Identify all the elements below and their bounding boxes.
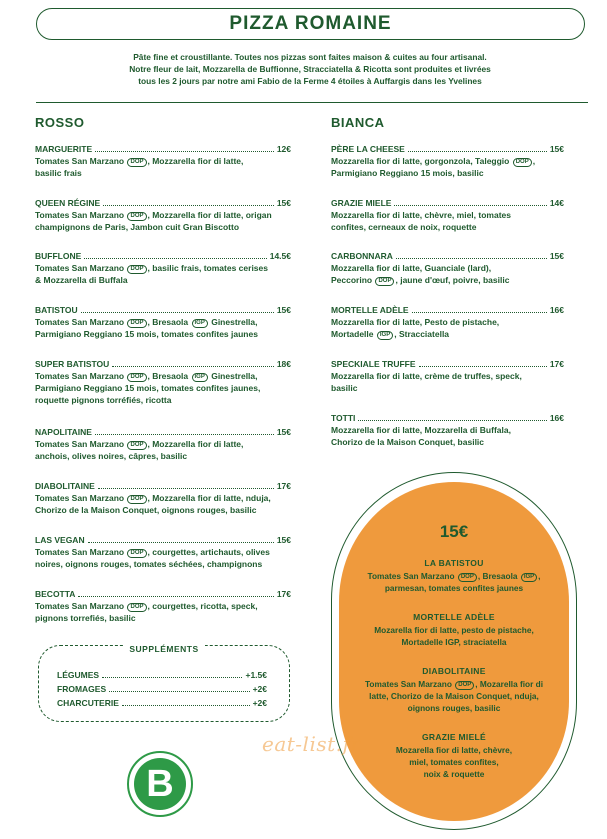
menu-item-description: Tomates San Marzano DOP , Mozzarella fior di latte, [35,439,244,449]
menu-item-price: 15€ [276,198,291,208]
divider [36,102,588,103]
menu-item-price: 16€ [549,413,564,423]
menu-item [35,534,291,570]
label-badge: DOP [127,373,146,382]
menu-item-description: confites, cerneaux de noix, roquette [331,222,477,232]
menu-item-price: 15€ [276,427,291,437]
intro-line: Pâte fine et croustillante. Toutes nos pizzas sont faites maison & cuites au four artisanal. [133,52,487,62]
dot-leader [81,312,274,313]
dot-leader [358,420,546,421]
brand-logo [127,751,193,817]
rosso-heading: ROSSO [35,115,85,130]
intro-text [60,51,560,87]
menu-item [35,480,291,516]
label-badge: DOP [455,681,474,690]
menu-item-name: LAS VEGAN [35,535,85,545]
menu-item-header [35,250,291,262]
menu-item [35,426,291,462]
combo-item-description: noix & roquette [423,769,485,779]
menu-item [35,197,291,233]
supplement-label: LÉGUMES [57,670,100,680]
combo-item-description: Mortadelle IGP, straciatella [401,637,507,647]
menu-item-description: Peccorino DOP , jaune d'œuf, poivre, basilic [331,275,510,285]
dot-leader [95,434,274,435]
menu-item-price: 17€ [276,481,291,491]
combo-item [345,557,563,594]
supplement-price: +1.5€ [245,670,267,680]
menu-item-description: Tomates San Marzano DOP , Mozzarella fior di latte, [35,156,244,166]
label-badge: DOP [375,277,394,286]
combo-item-description: Mozarella fior di latte, pesto de pistache, [374,625,534,635]
menu-item-name: SPECKIALE TRUFFE [331,359,416,369]
label-badge: IGP [192,373,208,382]
menu-item-header [331,358,564,370]
menu-item-description: Parmigiano Reggiano 15 mois, basilic [331,168,484,178]
label-badge: DOP [127,441,146,450]
menu-item-header [331,304,564,316]
menu-item-header [35,480,291,492]
dot-leader [84,258,266,259]
combo-item-description: parmesan, tomates confites jaunes [384,583,524,593]
menu-item-description: noires, oignons rouges, tomates séchées, champignons [35,559,263,569]
menu-item-description: basilic frais [35,168,82,178]
menu-item-description: Chorizo de la Maison Conquet, oignons rouges, basilic [35,505,257,515]
menu-item-description: Tomates San Marzano DOP , courgettes, ricotta, speck, [35,601,258,611]
menu-item-description: pignons torrefiés, basilic [35,613,136,623]
menu-item-price: 15€ [549,251,564,261]
menu-item-description: roquette pignons torréfiés, ricotta [35,395,172,405]
supplements-title: SUPPLÉMENTS [123,644,204,654]
menu-item-header [35,426,291,438]
menu-item [35,304,291,340]
menu-item-description: Chorizo de la Maison Conquet, basilic [331,437,485,447]
menu-item-header [35,143,291,155]
menu-item-price: 16€ [549,305,564,315]
supplement-row [57,684,267,694]
label-badge: DOP [127,212,146,221]
menu-item-name: MORTELLE ADÈLE [331,305,409,315]
menu-item-name: CARBONNARA [331,251,393,261]
menu-item-description: Tomates San Marzano DOP , Mozzarella fior di latte, origan [35,210,272,220]
combo-item [345,731,563,780]
menu-item-description: basilic [331,383,358,393]
menu-item [331,358,564,394]
menu-item [331,412,564,448]
menu-item-name: NAPOLITAINE [35,427,92,437]
combo-item-description: miel, tomates confites, [409,757,499,767]
combo-item-name: GRAZIE MIELÉ [421,732,487,742]
menu-item-name: QUEEN RÉGINE [35,198,101,208]
menu-item [35,143,291,179]
dot-leader [78,596,273,597]
combo-item-name: LA BATISTOU [424,558,484,568]
menu-item-description: Tomates San Marzano DOP , Bresaola IGP Ginestrella, [35,317,258,327]
combo-item-description: oignons rouges, basilic [407,703,501,713]
combo-item-name: DIABOLITAINE [422,666,486,676]
label-badge: IGP [377,331,393,340]
menu-item-name: DIABOLITAINE [35,481,95,491]
page-title: PIZZA ROMAINE [229,13,392,34]
menu-item-header [35,534,291,546]
menu-item-name: PÈRE LA CHEESE [331,144,405,154]
menu-item-description: Parmigiano Reggiano 15 mois, tomates confites jaunes, [35,383,261,393]
menu-item [331,197,564,233]
label-badge: DOP [458,573,477,582]
combo-price: 15€ [439,522,469,541]
menu-item-header [331,197,564,209]
label-badge: DOP [127,158,146,167]
label-badge: DOP [127,549,146,558]
menu-item-name: SUPER BATISTOU [35,359,110,369]
menu-item-description: Mozzarella fior di latte, Pesto de pistache, [331,317,500,327]
menu-item-price: 17€ [276,589,291,599]
menu-item-description: anchois, olives noires, câpres, basilic [35,451,188,461]
menu-item-description: Tomates San Marzano DOP , Bresaola IGP Ginestrella, [35,371,258,381]
menu-item [35,588,291,624]
dot-leader [88,542,274,543]
logo-letter: B [134,758,186,810]
label-badge: DOP [513,158,532,167]
menu-item-description: Mozzarella fior di latte, crème de truffes, speck, [331,371,522,381]
menu-item [331,143,564,179]
label-badge: DOP [127,495,146,504]
combo-item-name: MORTELLE ADÈLE [413,612,495,622]
dot-leader [408,151,547,152]
menu-item-price: 18€ [276,359,291,369]
label-badge: DOP [127,265,146,274]
menu-item-name: TOTTI [331,413,356,423]
watermark: eat-list.fr [262,732,361,756]
dot-leader [109,691,249,692]
dot-leader [102,677,242,678]
label-badge: DOP [127,603,146,612]
menu-item-description: Tomates San Marzano DOP , courgettes, artichauts, olives [35,547,270,557]
menu-item-price: 15€ [276,305,291,315]
menu-item-name: BATISTOU [35,305,78,315]
supplement-row [57,698,267,708]
menu-item-name: BUFFLONE [35,251,82,261]
combo-item-description: Tomates San Marzano DOP , Mozarella fior di [364,679,544,689]
menu-item-description: Parmigiano Reggiano 15 mois, tomates confites jaunes [35,329,258,339]
menu-item-name: GRAZIE MIELE [331,198,392,208]
menu-item-header [331,412,564,424]
intro-line: tous les 2 jours par notre ami Fabio de la Ferme 4 étoiles à Auffargis dans les Yvelines [138,76,482,86]
menu-item-name: MARGUERITE [35,144,93,154]
supplement-price: +2€ [252,684,267,694]
dot-leader [122,705,250,706]
menu-item-price: 15€ [276,535,291,545]
menu-item-description: champignons de Paris, Jambon cuit Gran Biscotto [35,222,240,232]
menu-item-description: Mozzarella fior di latte, chèvre, miel, tomates [331,210,511,220]
supplements-box [38,645,290,722]
combo-item [345,665,563,714]
menu-item-header [35,588,291,600]
menu-item-header [35,358,291,370]
combo-item-description: latte, Chorizo de la Maison Conquet, nduja, [369,691,539,701]
label-badge: DOP [127,319,146,328]
menu-item [35,250,291,286]
dot-leader [419,366,547,367]
label-badge: IGP [521,573,537,582]
combo-item [345,611,563,648]
menu-item [331,304,564,340]
menu-item-description: Mozzarella fior di latte, Mozzarella di Buffala, [331,425,511,435]
dot-leader [103,205,274,206]
menu-item-name: BECOTTA [35,589,76,599]
menu-item-header [35,197,291,209]
menu-item-description: Mozzarella fior di latte, gorgonzola, Taleggio DOP , [331,156,536,166]
menu-item-description: Tomates San Marzano DOP , basilic frais, tomates cerises [35,263,268,273]
menu-item-header [331,250,564,262]
menu-item-description: Mozzarella fior di latte, Guanciale (lard), [331,263,492,273]
menu-item-price: 17€ [549,359,564,369]
bianca-heading: BIANCA [331,115,385,130]
dot-leader [394,205,546,206]
dot-leader [95,151,274,152]
combo-item-description: Tomates San Marzano DOP , Bresaola IGP , [367,571,541,581]
menu-item-description: Tomates San Marzano DOP , Mozzarella fior di latte, nduja, [35,493,271,503]
menu-item [331,250,564,286]
dot-leader [112,366,274,367]
menu-item-header [35,304,291,316]
supplement-label: CHARCUTERIE [57,698,119,708]
menu-item-price: 14.5€ [269,251,291,261]
menu-item-description: & Mozzarella di Buffala [35,275,128,285]
menu-item-price: 14€ [549,198,564,208]
menu-item-description: Mortadelle IGP , Stracciatella [331,329,450,339]
combo-item-description: Mozarella fior di latte, chèvre, [395,745,513,755]
supplement-label: FROMAGES [57,684,107,694]
menu-item-price: 12€ [276,144,291,154]
dot-leader [396,258,547,259]
dot-leader [412,312,547,313]
intro-line: Notre fleur de lait, Mozzarella de Buffionne, Stracciatella & Ricotta sont produites et livrées [129,64,491,74]
title-banner [36,8,585,40]
dot-leader [98,488,274,489]
menu-item-header [331,143,564,155]
menu-item-price: 15€ [549,144,564,154]
supplement-price: +2€ [252,698,267,708]
label-badge: IGP [192,319,208,328]
menu-item [35,358,291,406]
supplement-row [57,670,267,680]
